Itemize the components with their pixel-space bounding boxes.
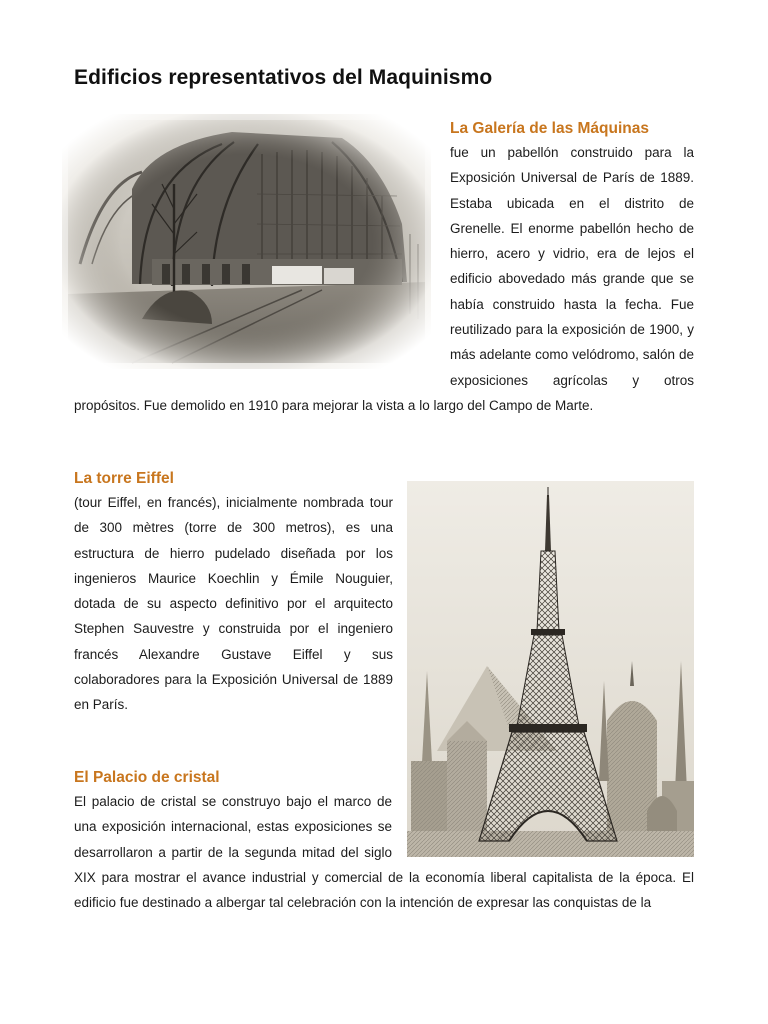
image-spacer (74, 118, 450, 369)
heading-galeria: La Galería de las Máquinas (450, 120, 649, 137)
paragraph-torre-eiffel: (tour Eiffel, en francés), inicialmente nombrada tour de 300 mètres (torre de 300 metros), es una estructura de hierro pudelado diseñada por los ingenieros Maurice Koechlin y Émile Nouguier, dotada de su aspecto definitivo por el arquitecto Stephen Sauvestre y construida por el ingeniero francés Alexandre Gustave Eiffel y sus colaboradores para la Exposición Universal de 1889 en París. (74, 495, 393, 713)
image-spacer (392, 767, 694, 857)
section-torre-eiffel (74, 468, 393, 718)
heading-palacio-cristal: El Palacio de cristal (74, 769, 220, 786)
section-palacio-cristal (74, 767, 694, 915)
page-title: Edificios representativos del Maquinismo (74, 66, 493, 89)
heading-torre-eiffel: La torre Eiffel (74, 470, 174, 487)
paragraph-galeria: fue un pabellón construido para la Exposición Universal de París de 1889. Estaba ubicada en el distrito de Grenelle. El enorme pabellón hecho de hierro, acero y vidrio, era de lejos el edificio abovedado más grande que se había construido hasta la fecha. Fue reutilizado para la exposición de 1900, y más adelante como velódromo, salón de exposiciones agrícolas y otros propósitos. Fue demolido en 1910 para mejorar la vista a lo largo del Campo de Marte. (74, 145, 694, 413)
paragraph-palacio-cristal: El palacio de cristal se construyo bajo el marco de una exposición internacional, estas exposiciones se desarrollaron a partir de la segunda mitad del siglo XIX para mostrar el avance industrial y comercial de la economía liberal capitalista de la época. El edificio fue destinado a albergar tal celebración con la intención de expresar las conquistas de la (74, 794, 694, 911)
section-galeria (74, 118, 694, 418)
